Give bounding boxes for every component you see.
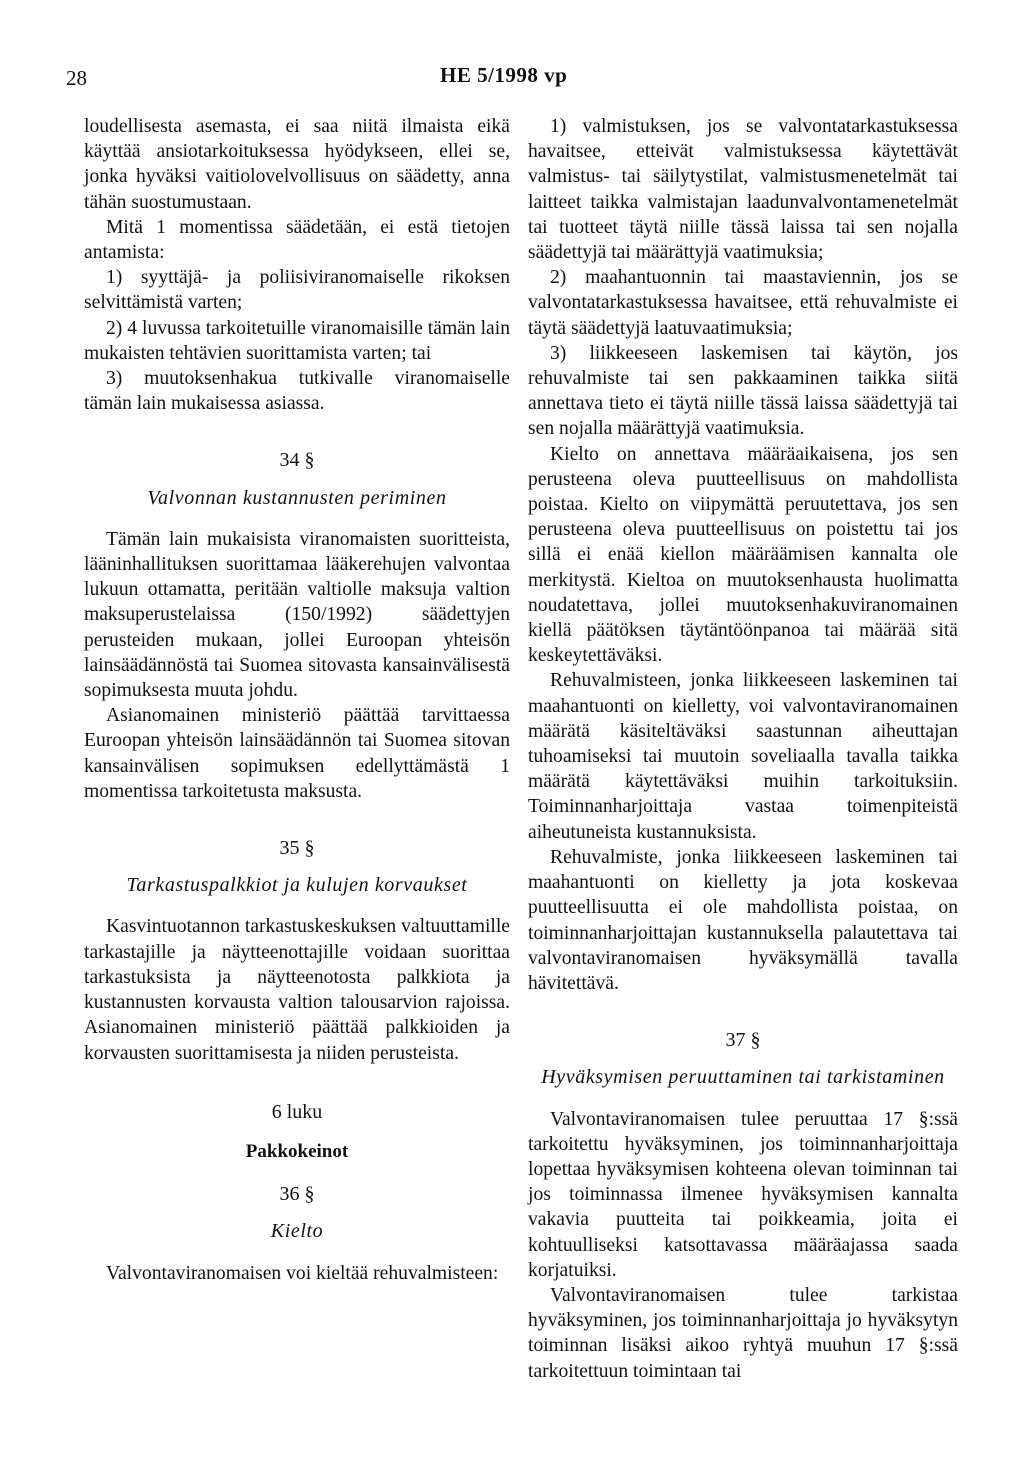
paragraph: Rehuvalmiste, jonka liikkeeseen laskeminen tai maahantuonti on kielletty ja jota koskevaa puutteellisuutta ei ole mahdollista poistaa, on toiminnanharjoittajan kustannuksella palautettava tai valvontaviranomaisen hyväksymällä tavalla hävitettävä.	[528, 846, 958, 994]
paragraph-mita: Mitä 1 momentissa säädetään, ei estä tietojen antamista:	[84, 216, 510, 264]
running-head: HE 5/1998 vp	[440, 63, 568, 87]
chapter-number: 6 luku	[271, 1100, 323, 1123]
intro-paragraph: loudellisesta asemasta, ei saa niitä ilmaista eikä käyttää ansiotarkoituksessa hyödykseen, ellei se, jonka hyväksi vaitiolovelvollisuus on säädetty, anna tähän suostumustaan.	[84, 116, 510, 213]
left-column	[84, 114, 510, 1286]
list-item: 1) valmistuksen, jos se valvontatarkastuksessa havaitsee, etteivät valmistuksessa käytettävät valmistus- tai säilytystilat, valmistusmenetelmät tai laitteet taikka valmistajan laadunvalvontamenetelmät tai tuotteet täytä niille tässä laissa tai sen nojalla säädettyjä tai määrättyjä vaatimuksia;	[528, 116, 958, 264]
list-item: 2) 4 luvussa tarkoitetuille viranomaisille tämän lain mukaisten tehtävien suorittamista varten; tai	[84, 317, 510, 364]
section-title: Hyväksymisen peruuttaminen tai tarkistaminen	[541, 1066, 945, 1089]
list-item: 3) muutoksenhakua tutkivalle viranomaiselle tämän lain mukaisessa asiassa.	[84, 368, 510, 415]
section-title: Kielto	[270, 1220, 324, 1243]
section-number: 37 §	[725, 1029, 761, 1052]
section-title: Valvonnan kustannusten periminen	[147, 486, 447, 509]
paragraph: Valvontaviranomaisen tulee tarkistaa hyväksyminen, jos toiminnanharjoittaja jo hyväksytyn toiminnan lisäksi aikoo ryhtyä muuhun 17 §:ssä tarkoitettuun toimintaan tai	[528, 1284, 958, 1382]
right-column	[528, 114, 958, 1384]
paragraph: Valvontaviranomaisen voi kieltää rehuvalmisteen:	[106, 1262, 499, 1284]
list-item: 1) syyttäjä- ja poliisiviranomaiselle rikoksen selvittämistä varten;	[84, 267, 510, 314]
section-number: 36 §	[279, 1183, 315, 1206]
list-item: 3) liikkeeseen laskemisen tai käytön, jos rehuvalmiste tai sen pakkaaminen taikka siitä annettava tieto ei täytä niille tässä laissa säädettyjä tai sen nojalla määrättyjä vaatimuksia.	[528, 342, 958, 440]
page-number: 28	[66, 66, 87, 90]
section-number: 34 §	[279, 449, 315, 472]
paragraph: Kielto on annettava määräaikaisena, jos sen perusteena oleva puutteellisuus on mahdollista poistaa. Kielto on viipymättä peruutettava, jos sen perusteena oleva puutteellisuus on poistettu tai jos sillä ei enää kiellon määräämisen kannalta ole merkitystä. Kieltoa on muutoksenhausta huolimatta noudatettava, jollei muutoksenhakuviranomainen kiellä päätöksen täytäntöönpanoa tai määrää sitä keskeytettäväksi.	[528, 443, 958, 667]
section-title: Tarkastuspalkkiot ja kulujen korvaukset	[126, 874, 468, 897]
paragraph: Rehuvalmisteen, jonka liikkeeseen laskeminen tai maahantuonti on kielletty, voi valvontaviranomainen määrätä käsiteltäväksi saastunnan aiheuttajan tuhoamiseksi tai muutoin soveliaalla tavalla taikka määrätä käytettäväksi muihin tarkoituksiin. Toiminnanharjoittaja vastaa toimenpiteistä aiheutuneista kustannuksista.	[528, 670, 958, 843]
chapter-title: Pakkokeinot	[245, 1140, 349, 1162]
paragraph: Valvontaviranomaisen tulee peruuttaa 17 §:ssä tarkoitettu hyväksyminen, jos toiminnanharjoittaja lopettaa hyväksymisen kohteena olevan toiminnan tai jos toiminnassa ilmenee hyväksymisen kannalta vakavia puutteita tai poikkeamia, joita ei kohtuulliseksi katsottavassa määräajassa saada korjatuiksi.	[528, 1108, 958, 1281]
list-item: 2) maahantuonnin tai maastaviennin, jos se valvontatarkastuksessa havaitsee, että rehuvalmiste ei täytä säädettyjä laatuvaatimuksia;	[528, 267, 958, 339]
section-number: 35 §	[279, 837, 315, 860]
paragraph: Asianomainen ministeriö päättää tarvittaessa Euroopan yhteisön lainsäädännön tai Suomea sitovan kansainvälisen sopimuksen edellyttämästä 1 momentissa tarkoitetusta maksusta.	[84, 705, 510, 802]
paragraph: Kasvintuotannon tarkastuskeskuksen valtuuttamille tarkastajille ja näytteenottajille voidaan suorittaa tarkastuksista ja näytteenotosta palkkiota ja kustannusten korvausta valtion talousarvion rajoissa. Asianomainen ministeriö päättää palkkioiden ja korvausten suorittamisesta ja niiden perusteista.	[84, 916, 510, 1064]
paragraph: Tämän lain mukaisista viranomaisten suoritteista, lääninhallituksen suorittamaa lääkerehujen valvontaa lukuun ottamatta, peritään valtiolle maksuja valtion maksuperustelaissa (150/1992) säädettyjen perusteiden mukaan, jollei Euroopan yhteisön lainsäädännöstä tai Suomea sitovasta kansainvälisestä sopimuksesta muuta johdu.	[84, 528, 510, 702]
